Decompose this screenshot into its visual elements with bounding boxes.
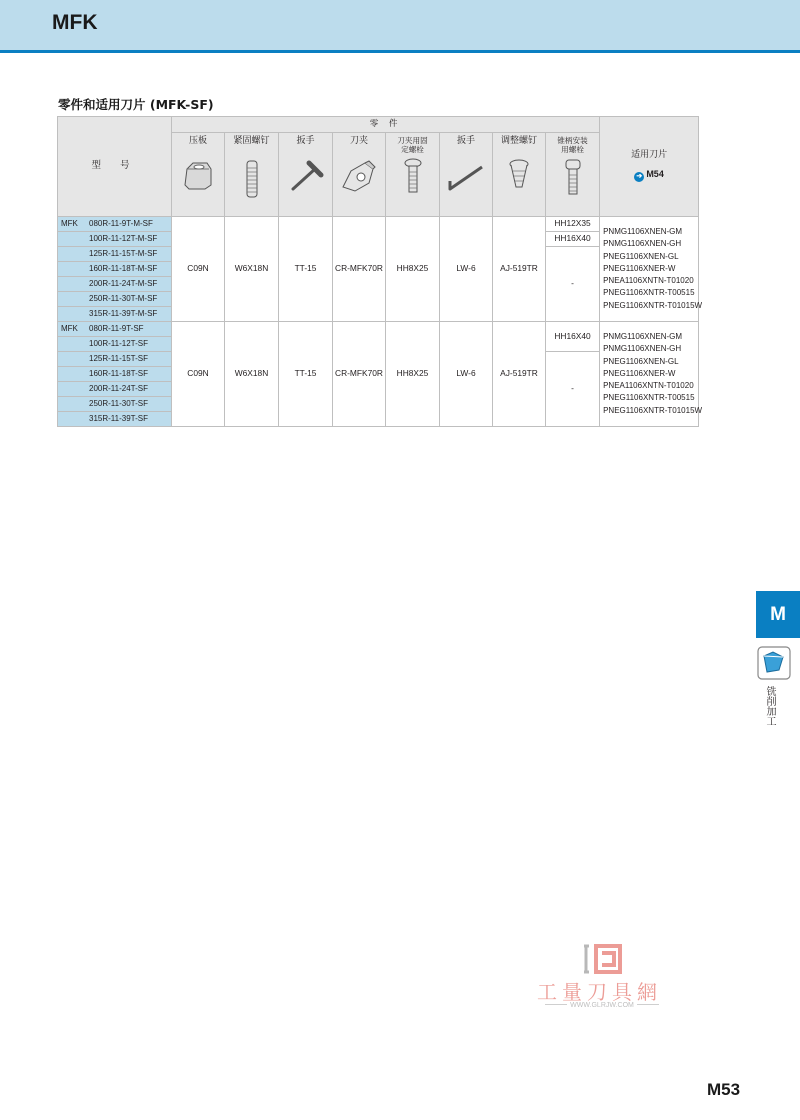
insert-ref-label: M54 [646, 169, 664, 180]
model-number: 100R-11-12T-M-SF [89, 233, 158, 243]
model-cell [58, 277, 172, 292]
arbor-bolt-cell: HH16X40 [546, 232, 600, 247]
model-number: 160R-11-18T-M-SF [89, 263, 158, 273]
model-cell [58, 412, 172, 427]
section-title: 零件和适用刀片 (MFK-SF) [58, 97, 214, 112]
model-cell [58, 247, 172, 262]
part-label: 锥柄安装用螺栓 [557, 136, 588, 154]
model-cell [58, 292, 172, 307]
part-cell: TT-15 [279, 322, 333, 427]
watermark-url: WWW.GLRJW.COM [570, 1002, 634, 1009]
part-header-screw [225, 133, 279, 217]
model-number: 125R-11-15T-SF [89, 353, 148, 363]
clamp-plate-icon [181, 159, 215, 191]
model-cell [58, 337, 172, 352]
list-item: PNEG1106XNEN-GL [603, 356, 679, 366]
part-header-arbor-bolt [546, 133, 600, 217]
part-label: 调整螺钉 [500, 136, 537, 146]
arbor-bolt-cell: - [546, 247, 600, 322]
part-cell: TT-15 [279, 217, 333, 322]
table-row [58, 322, 699, 337]
model-number: 315R-11-39T-M-SF [89, 308, 158, 318]
type-header: 型 号 [58, 117, 172, 217]
part-header-clamp [172, 133, 225, 217]
part-label: 紧固螺钉 [233, 136, 270, 146]
part-label: 压板 [188, 136, 207, 146]
part-label: 刀夹 [349, 136, 368, 146]
model-number: 080R-11-9T-SF [89, 323, 144, 333]
page-header [0, 0, 800, 53]
hex-key-icon [446, 159, 486, 193]
list-item: PNEA1106XNTN-T01020 [603, 276, 694, 286]
t-wrench-icon [287, 159, 325, 193]
model-number: 100R-11-12T-SF [89, 338, 148, 348]
side-tab-m[interactable]: M [756, 591, 800, 638]
insert-header: 适用刀片 [631, 149, 668, 160]
model-cell [58, 232, 172, 247]
part-header-adjust-screw [493, 133, 546, 217]
part-label: 扳手 [296, 136, 315, 146]
part-cell: HH8X25 [386, 217, 440, 322]
list-item: PNEG1106XNTR-T00515 [603, 393, 695, 403]
model-cell [58, 262, 172, 277]
header-title: MFK [52, 11, 98, 34]
model-number: 315R-11-39T-SF [89, 413, 148, 423]
model-number: 160R-11-18T-SF [89, 368, 148, 378]
arrow-right-icon: ➔ [634, 172, 644, 182]
list-item: PNEG1106XNTR-T01015W [603, 300, 703, 310]
list-item: PNMG1106XNEN-GM [603, 331, 683, 341]
page-number: M53 [707, 1080, 741, 1099]
cartridge-icon [339, 159, 379, 193]
list-item: PNEG1106XNTR-T00515 [603, 288, 695, 298]
watermark-logo-icon [582, 944, 624, 974]
part-cell: AJ-519TR [493, 322, 546, 427]
part-label: 扳手 [456, 136, 475, 146]
model-number: 250R-11-30T-SF [89, 398, 148, 408]
clamp-screw-icon [242, 159, 262, 199]
part-cell: CR-MFK70R [333, 217, 386, 322]
part-header-cartridge-bolt [386, 133, 440, 217]
part-header-cartridge [333, 133, 386, 217]
arbor-bolt-cell: - [546, 352, 600, 427]
insert-page-ref[interactable] [600, 170, 698, 182]
model-cell [58, 322, 172, 337]
part-cell: AJ-519TR [493, 217, 546, 322]
arbor-bolt-icon [563, 158, 583, 196]
model-number: 200R-11-24T-M-SF [89, 278, 158, 288]
model-number: 250R-11-30T-M-SF [89, 293, 158, 303]
part-header-hex-key [440, 133, 493, 217]
parts-table [57, 116, 703, 427]
part-label: 刀夹用固定螺栓 [397, 136, 428, 154]
insert-header-cell [600, 117, 699, 217]
adjust-screw-icon [508, 159, 530, 191]
arbor-bolt-cell: HH16X40 [546, 322, 600, 352]
part-cell: C09N [172, 322, 225, 427]
part-cell: HH8X25 [386, 322, 440, 427]
parts-table-wrapper [57, 116, 703, 427]
part-cell: C09N [172, 217, 225, 322]
list-item: PNEG1106XNEN-GL [603, 251, 679, 261]
insert-list-cell [600, 322, 703, 427]
list-item: PNEG1106XNTR-T01015W [603, 405, 703, 415]
list-item: PNMG1106XNEN-GH [603, 344, 682, 354]
milling-insert-icon [757, 646, 791, 680]
arbor-bolt-cell: HH12X35 [546, 217, 600, 232]
model-prefix: MFK [61, 323, 78, 333]
watermark-url-row [540, 1002, 664, 1009]
model-cell [58, 307, 172, 322]
model-number: 080R-11-9T-M-SF [89, 218, 153, 228]
cartridge-bolt-icon [403, 158, 423, 194]
part-cell: LW-6 [440, 322, 493, 427]
table-row [58, 217, 699, 232]
part-cell: W6X18N [225, 217, 279, 322]
model-cell [58, 382, 172, 397]
watermark-text: 工量刀具網 [537, 980, 662, 1004]
model-cell [58, 367, 172, 382]
parts-header: 零 件 [172, 117, 600, 133]
model-prefix: MFK [61, 218, 78, 228]
part-cell: LW-6 [440, 217, 493, 322]
part-header-wrench [279, 133, 333, 217]
list-item: PNMG1106XNEN-GH [603, 239, 682, 249]
list-item: PNEG1106XNER-W [603, 368, 676, 378]
insert-list-cell [600, 217, 703, 322]
model-cell [58, 397, 172, 412]
side-tab-label: 铣削加工 [764, 686, 775, 726]
model-cell [58, 217, 172, 232]
list-item: PNEG1106XNER-W [603, 263, 676, 273]
list-item: PNMG1106XNEN-GM [603, 226, 683, 236]
part-cell: CR-MFK70R [333, 322, 386, 427]
part-cell: W6X18N [225, 322, 279, 427]
model-number: 200R-11-24T-SF [89, 383, 148, 393]
model-number: 125R-11-15T-M-SF [89, 248, 158, 258]
model-cell [58, 352, 172, 367]
list-item: PNEA1106XNTN-T01020 [603, 381, 694, 391]
